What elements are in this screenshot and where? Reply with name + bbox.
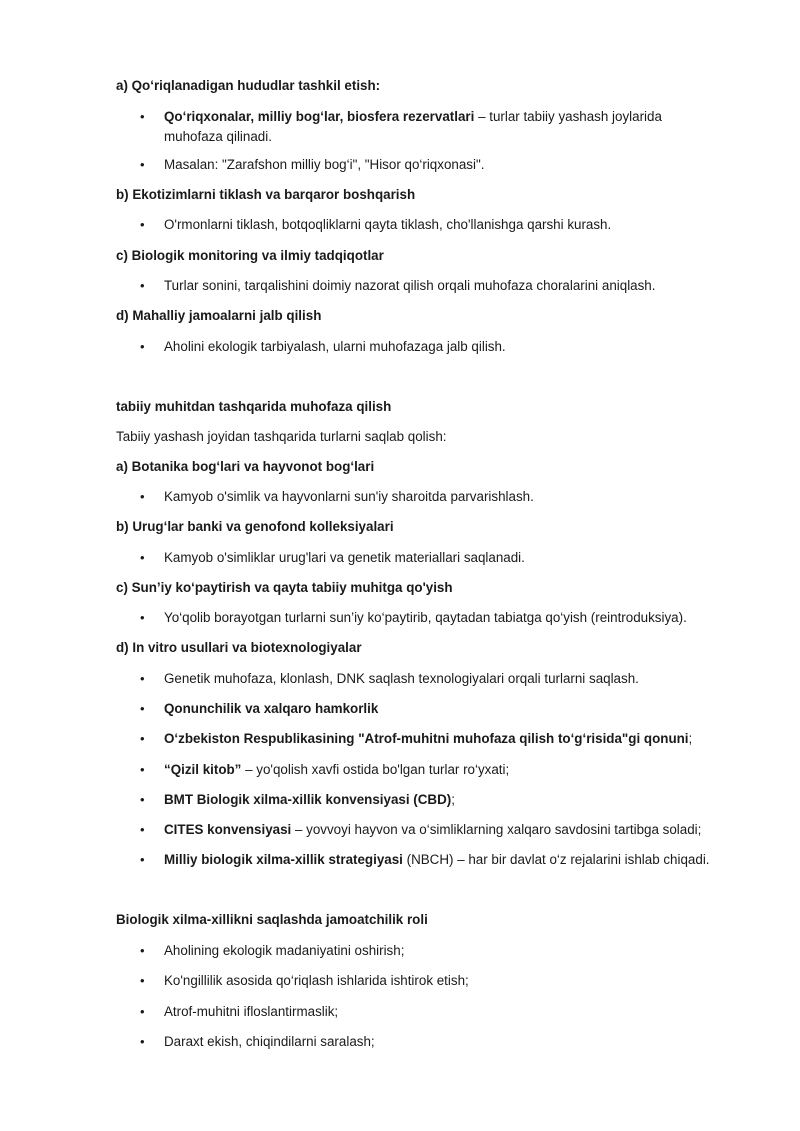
list-item-rest: ;	[688, 731, 693, 746]
bullet-icon: •	[140, 610, 145, 625]
list-item-text: Kamyob o'simliklar urug'lari va genetik materiallari saqlanadi.	[164, 550, 525, 565]
list-item-text: Qonunchilik va xalqaro hamkorlik	[164, 701, 379, 716]
intro-paragraph: Tabiiy yashash joyidan tashqarida turlarni saqlab qolish:	[116, 429, 447, 444]
list-item-text: Masalan: "Zarafshon milliy bog‘i", "Hisor qo‘riqxonasi".	[164, 157, 485, 172]
bullet-icon: •	[140, 339, 145, 354]
bullet-icon: •	[140, 278, 145, 293]
bullet-icon: •	[140, 852, 145, 867]
bullet-icon: •	[140, 822, 145, 837]
list-item-rest: – yo'qolish xavfi ostida bo'lgan turlar ro‘yxati;	[241, 762, 510, 777]
list-item-bold: O‘zbekiston Respublikasining "Atrof-muhitni muhofaza qilish to‘g‘risida"gi qonuni	[164, 731, 689, 746]
section-heading-monitoring: c) Biologik monitoring va ilmiy tadqiqotlar	[116, 248, 384, 263]
bullet-icon: •	[140, 671, 145, 686]
list-item-text: Aholining ekologik madaniyatini oshirish;	[164, 943, 405, 958]
list-item-text: Kamyob o'simlik va hayvonlarni sun'iy sharoitda parvarishlash.	[164, 489, 534, 504]
list-item-text	[164, 820, 724, 840]
section-heading-communities: d) Mahalliy jamoalarni jalb qilish	[116, 308, 322, 323]
list-item-bold: Milliy biologik xilma-xillik strategiyasi	[164, 852, 403, 867]
list-item-text: Aholini ekologik tarbiyalash, ularni muhofazaga jalb qilish.	[164, 339, 506, 354]
list-item-text: O'rmonlarni tiklash, botqoqliklarni qayta tiklash, cho'llanishga qarshi kurash.	[164, 217, 612, 232]
bullet-icon: •	[140, 217, 145, 232]
list-item-bold: BMT Biologik xilma-xillik konvensiyasi (CBD)	[164, 792, 452, 807]
bullet-icon: •	[140, 489, 145, 504]
section-heading-gardens-zoos: a) Botanika bog‘lari va hayvonot bog‘lari	[116, 459, 375, 474]
list-item-text	[164, 850, 724, 870]
section-heading-protected-areas: a) Qo‘riqlanadigan hududlar tashkil etish:	[116, 78, 381, 93]
section-heading-public-role: Biologik xilma-xillikni saqlashda jamoatchilik roli	[116, 912, 428, 927]
list-item-text: Atrof-muhitni ifloslantirmaslik;	[164, 1004, 339, 1019]
section-heading-reintroduction: c) Sun’iy ko‘paytirish va qayta tabiiy muhitga qo'yish	[116, 580, 453, 595]
section-heading-seed-bank: b) Urug‘lar banki va genofond kolleksiyalari	[116, 519, 394, 534]
list-item-bold: “Qizil kitob”	[164, 762, 242, 777]
list-item-text: Daraxt ekish, chiqindilarni saralash;	[164, 1034, 375, 1049]
section-heading-in-vitro: d) In vitro usullari va biotexnologiyalar	[116, 640, 362, 655]
list-item-rest: (NBCH) – har bir davlat o‘z rejalarini ishlab chiqadi.	[402, 852, 710, 867]
bullet-icon: •	[140, 762, 145, 777]
list-item-text: Yo‘qolib borayotgan turlarni sun’iy ko‘paytirib, qaytadan tabiatga qo‘yish (reintroduksiya).	[164, 610, 687, 625]
list-item-text: Genetik muhofaza, klonlash, DNK saqlash texnologiyalari orqali turlarni saqlash.	[164, 671, 639, 686]
list-item-rest: – yovvoyi hayvon va o‘simliklarning xalqaro savdosini tartibga soladi;	[291, 822, 702, 837]
list-item-text	[164, 107, 724, 147]
list-item-bold: CITES konvensiyasi	[164, 822, 292, 837]
list-item-rest: – turlar tabiiy yashash joylarida muhofaza qilinadi.	[164, 109, 662, 144]
bullet-icon: •	[140, 109, 145, 124]
bullet-icon: •	[140, 550, 145, 565]
list-item-bold: Qo‘riqxonalar, milliy bog‘lar, biosfera rezervatlari	[164, 109, 475, 124]
bullet-icon: •	[140, 157, 145, 172]
section-heading-ecosystems: b) Ekotizimlarni tiklash va barqaror boshqarish	[116, 187, 416, 202]
bullet-icon: •	[140, 792, 145, 807]
list-item-rest: ;	[451, 792, 455, 807]
bullet-icon: •	[140, 943, 145, 958]
list-item-text	[164, 790, 724, 810]
list-item-text: Ko'ngillilik asosida qo‘riqlash ishlarida ishtirok etish;	[164, 973, 469, 988]
bullet-icon: •	[140, 973, 145, 988]
bullet-icon: •	[140, 731, 145, 746]
section-heading-ex-situ: tabiiy muhitdan tashqarida muhofaza qilish	[116, 399, 392, 414]
list-item-text	[164, 760, 724, 780]
bullet-icon: •	[140, 701, 145, 716]
list-item-text: Turlar sonini, tarqalishini doimiy nazorat qilish orqali muhofaza choralarini aniqlash.	[164, 278, 656, 293]
bullet-icon: •	[140, 1004, 145, 1019]
bullet-icon: •	[140, 1034, 145, 1049]
list-item-text	[164, 729, 724, 749]
